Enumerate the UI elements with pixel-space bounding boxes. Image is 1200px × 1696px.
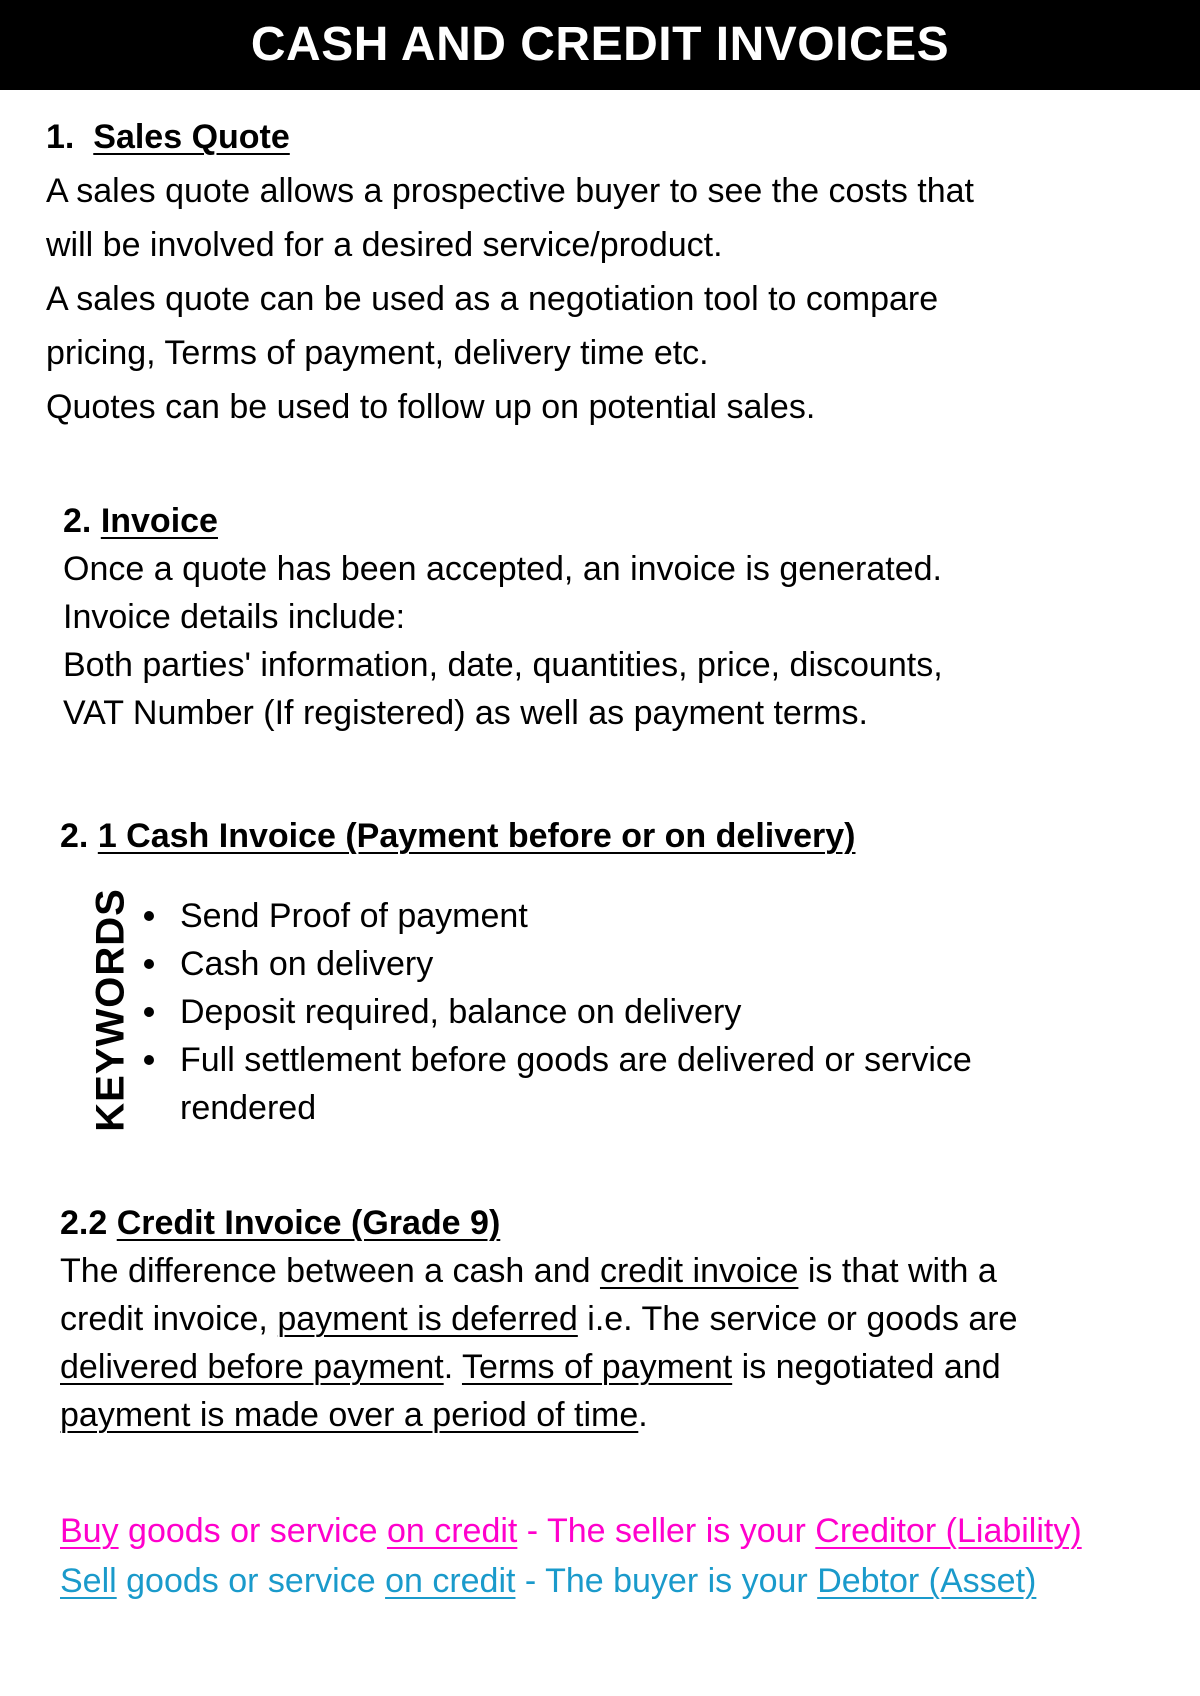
section-sales-quote: [46, 110, 974, 434]
text-run: goods or service: [116, 1562, 386, 1600]
text-run: - The seller is your: [517, 1512, 816, 1550]
paragraph-line: [60, 1247, 1018, 1295]
underlined-term: delivered before payment: [60, 1348, 444, 1386]
list-item-text: Full settlement before goods are delivered or service: [180, 1041, 972, 1079]
on-credit-term: on credit: [385, 1562, 516, 1600]
section-title: Credit Invoice (Grade 9): [116, 1204, 501, 1242]
paragraph-line: VAT Number (If registered) as well as payment terms.: [63, 694, 868, 732]
bullet-icon: [144, 959, 154, 969]
bullet-icon: [144, 911, 154, 921]
buy-on-credit-line: [60, 1506, 1082, 1556]
text-run: goods or service: [118, 1512, 387, 1550]
paragraph-line: [60, 1343, 1018, 1391]
section-number: 2.2: [60, 1204, 108, 1242]
keyword-list: [140, 892, 972, 1132]
bullet-icon: [144, 1055, 154, 1065]
list-item: [140, 892, 972, 940]
text-run: .: [443, 1348, 462, 1386]
underlined-term: credit invoice: [599, 1252, 799, 1290]
paragraph-line: A sales quote allows a prospective buyer to see the costs that: [46, 172, 974, 210]
section-heading: [60, 1199, 1018, 1247]
list-item: [140, 988, 972, 1036]
section-credit-invoice: [60, 1199, 1018, 1439]
sell-on-credit-line: [60, 1556, 1082, 1606]
paragraph-line: [60, 1295, 1018, 1343]
text-run: - The buyer is your: [515, 1562, 818, 1600]
text-run: .: [638, 1396, 648, 1434]
section-number: 2.: [60, 817, 89, 855]
paragraph-line: pricing, Terms of payment, delivery time etc.: [46, 334, 709, 372]
section-number: 1.: [46, 118, 75, 156]
paragraph-line: Both parties' information, date, quantities, price, discounts,: [63, 646, 943, 684]
section-heading: [46, 110, 974, 164]
keywords-label: [85, 888, 137, 1132]
section-title: 1 Cash Invoice (Payment before or on delivery): [97, 817, 856, 855]
section-title: Invoice: [100, 502, 218, 540]
paragraph-line: Quotes can be used to follow up on potential sales.: [46, 388, 816, 426]
text-run: is negotiated and: [732, 1348, 1001, 1386]
list-item-continuation: [140, 1084, 972, 1132]
section-heading: [60, 812, 856, 860]
text-run: The difference between a cash and: [60, 1252, 600, 1290]
section-heading: [63, 497, 943, 545]
underlined-term: payment is made over a period of time: [60, 1396, 639, 1434]
text-run: is that with a: [798, 1252, 997, 1290]
on-credit-term: on credit: [386, 1512, 518, 1550]
list-item-text: Send Proof of payment: [180, 897, 528, 935]
bullet-icon: [144, 1007, 154, 1017]
paragraph-line: A sales quote can be used as a negotiation tool to compare: [46, 280, 939, 318]
paragraph-line: will be involved for a desired service/product.: [46, 226, 723, 264]
paragraph-line: [60, 1391, 1018, 1439]
debtor-term: Debtor (Asset): [817, 1562, 1037, 1600]
section-cash-invoice: [60, 812, 856, 860]
text-run: credit invoice,: [60, 1300, 278, 1338]
buy-term: Buy: [60, 1512, 119, 1550]
paragraph-line: Once a quote has been accepted, an invoice is generated.: [63, 550, 942, 588]
list-item-text: Deposit required, balance on delivery: [180, 993, 742, 1031]
creditor-term: Creditor (Liability): [815, 1512, 1082, 1550]
section-invoice: [63, 497, 943, 737]
keywords-text: KEYWORDS: [88, 888, 133, 1132]
text-run: i.e. The service or goods are: [577, 1300, 1018, 1338]
underlined-term: Terms of payment: [461, 1348, 733, 1386]
credit-summary: [60, 1506, 1082, 1606]
list-item: [140, 1036, 972, 1084]
paragraph-line: Invoice details include:: [63, 598, 406, 636]
sell-term: Sell: [60, 1562, 117, 1600]
page-title: CASH AND CREDIT INVOICES: [0, 0, 1200, 90]
underlined-term: payment is deferred: [277, 1300, 578, 1338]
section-number: 2.: [63, 502, 92, 540]
list-item-text: rendered: [180, 1089, 317, 1127]
section-title: Sales Quote: [93, 118, 290, 156]
list-item: [140, 940, 972, 988]
list-item-text: Cash on delivery: [180, 945, 434, 983]
